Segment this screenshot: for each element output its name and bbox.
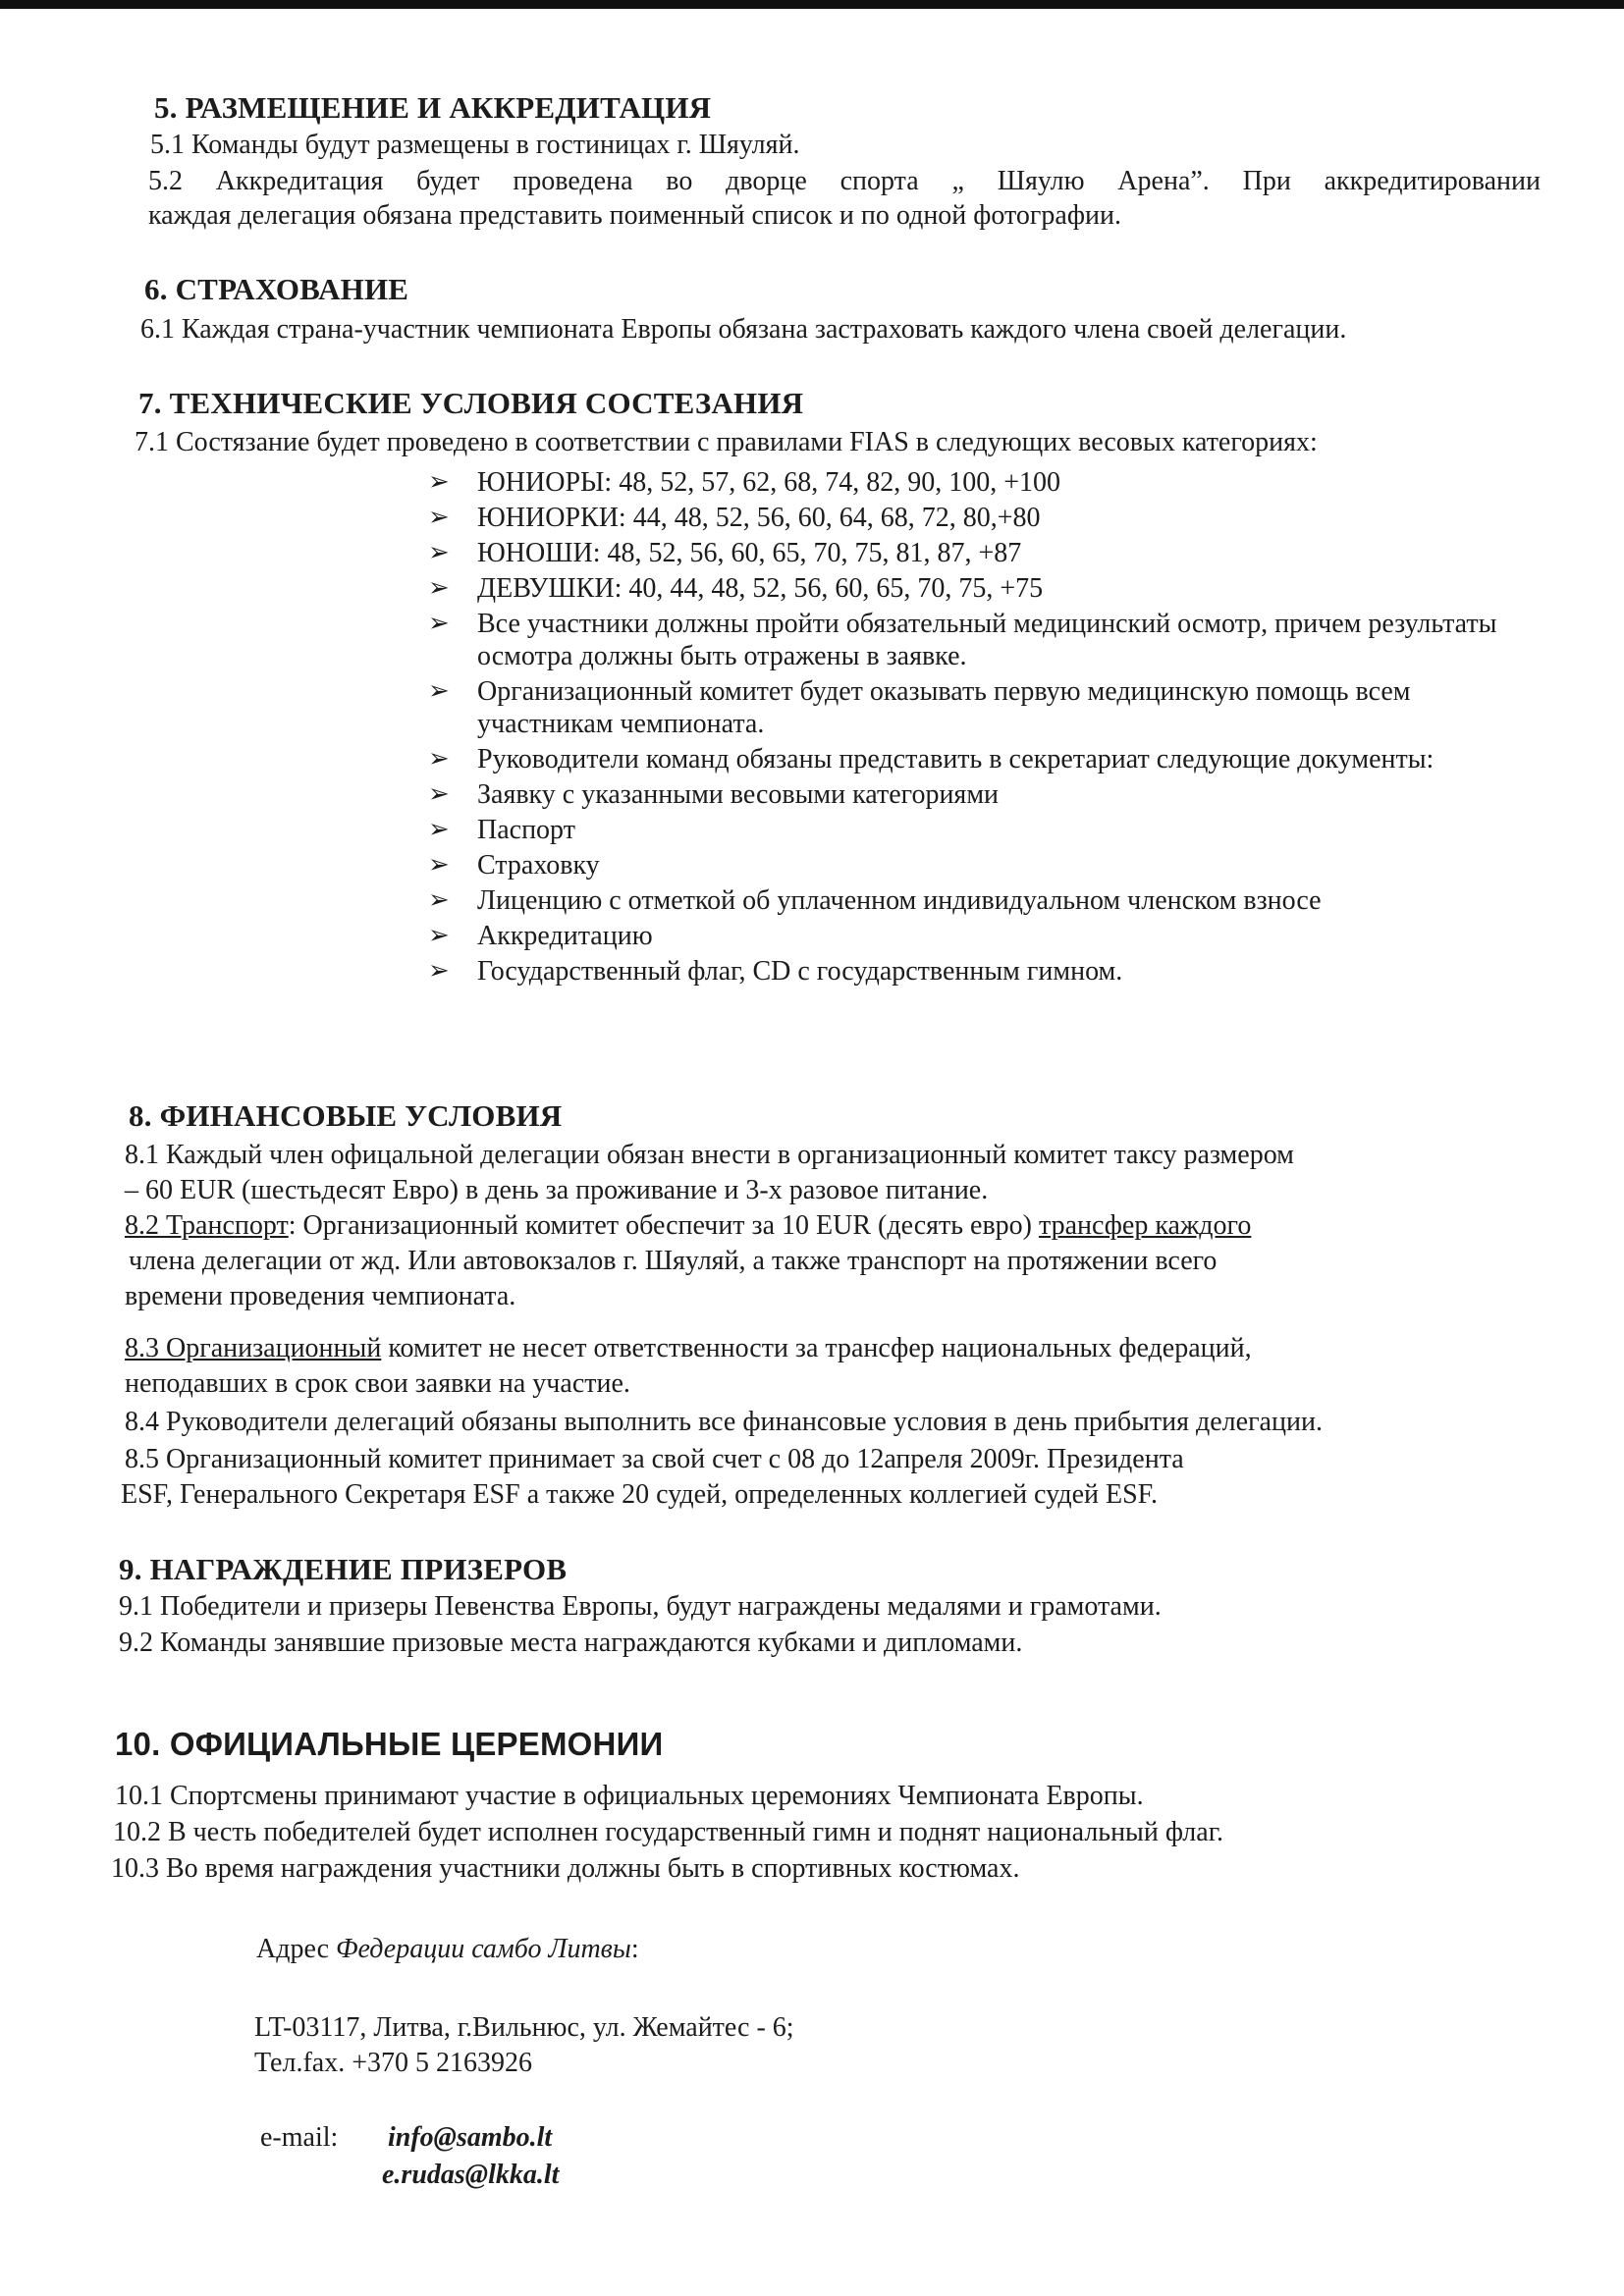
section-6-item-1: 6.1 Каждая страна-участник чемпионата Европы обязана застраховать каждого члена своей делегации. [140,314,1347,345]
section-8-item-5-line-2: ESF, Генерального Секретаря ESF а также 20 судей, определенных коллегией судей ESF. [121,1479,1159,1510]
arrow-bullet-icon: ➢ [428,573,450,603]
section-5-item-2-line-1: 5.2 Аккредитация будет проведена во дворце спорта „ Шяулю Арена”. При аккредитировании [148,166,1541,196]
transfer-underlined: трансфер каждого [1039,1210,1252,1241]
section-9-item-2: 9.2 Команды занявшие призовые места награждаются кубками и дипломами. [119,1628,1023,1658]
arrow-bullet-icon: ➢ [428,779,450,809]
list-item: ➢ ЮНОШИ: 48, 52, 56, 60, 65, 70, 75, 81, 87, +87 [428,538,1022,568]
section-5-title: 5. РАЗМЕЩЕНИЕ И АККРЕДИТАЦИЯ [154,90,712,125]
email-link-2[interactable]: e.rudas@lkka.lt [382,2160,560,2190]
list-item: ➢ ДЕВУШКИ: 40, 44, 48, 52, 56, 60, 65, 70, 75, +75 [428,573,1044,604]
section-10-item-3: 10.3 Во время награждения участники должны быть в спортивных костюмах. [111,1853,1020,1884]
section-7-title: 7. ТЕХНИЧЕСКИЕ УСЛОВИЯ СОСТЕЗАНИЯ [138,386,804,420]
section-9-title: 9. НАГРАЖДЕНИЕ ПРИЗЕРОВ [119,1552,568,1586]
section-8-item-3-line-1: 8.3 Организационный комитет не несет ответственности за трансфер национальных федераций, [125,1333,1252,1363]
list-item: ➢ Организационный комитет будет оказывать первую медицинскую помощь всем участникам чемпионата. [428,676,1411,739]
section-8-item-4: 8.4 Руководители делегаций обязаны выполнить все финансовые условия в день прибытия делегации. [125,1407,1323,1437]
section-5-item-1: 5.1 Команды будут размещены в гостиницах г. Шяуляй. [150,130,800,160]
email-link-1[interactable]: info@sambo.lt [388,2122,553,2153]
section-8-item-1-line-2: – 60 EUR (шестьдесят Евро) в день за проживание и 3-х разовое питание. [125,1175,989,1205]
org-committee-label: 8.3 Организационный [125,1333,382,1363]
weight-categories-and-requirements-list [422,466,1542,990]
phone-fax-line: Тел.fax. +370 5 2163926 [254,2048,532,2078]
federation-address-label: Адрес Федерации самбо Литвы: [256,1934,639,1964]
list-item: ➢ Паспорт [428,815,575,845]
section-8-item-2-line-3: времени проведения чемпионата. [125,1281,516,1311]
arrow-bullet-icon: ➢ [428,609,450,638]
arrow-bullet-icon: ➢ [428,815,450,844]
arrow-bullet-icon: ➢ [428,538,450,567]
arrow-bullet-icon: ➢ [428,467,450,497]
list-item: ➢ Аккредитацию [428,921,653,951]
list-item: ➢ ЮНИОРКИ: 44, 48, 52, 56, 60, 64, 68, 72, 80,+80 [428,503,1041,533]
arrow-bullet-icon: ➢ [428,956,450,986]
section-10-item-2: 10.2 В честь победителей будет исполнен государственный гимн и поднят национальный флаг. [113,1817,1224,1847]
section-6-title: 6. СТРАХОВАНИЕ [144,272,409,306]
arrow-bullet-icon: ➢ [428,885,450,915]
arrow-bullet-icon: ➢ [428,850,450,880]
arrow-bullet-icon: ➢ [428,921,450,950]
list-item: ➢ Страховку [428,850,600,881]
section-8-item-2-line-2: члена делегации от жд. Или автовокзалов г. Шяуляй, а также транспорт на протяжении всего [129,1246,1218,1276]
section-9-item-1: 9.1 Победители и призеры Певенства Европы, будут награждены медалями и грамотами. [119,1591,1162,1622]
section-8-title: 8. ФИНАНСОВЫЕ УСЛОВИЯ [129,1098,563,1133]
list-item: ➢ Заявку с указанными весовыми категориями [428,779,1000,810]
list-item: ➢ Государственный флаг, CD с государственным гимном. [428,956,1123,987]
address-line: LT-03117, Литва, г.Вильнюс, ул. Жемайтес - 6; [254,2012,794,2043]
section-8-item-5-line-1: 8.5 Организационный комитет принимает за свой счет с 08 до 12апреля 2009г. Президента [125,1444,1184,1474]
section-8-item-3-line-2: неподавших в срок свои заявки на участие. [125,1368,630,1399]
section-8-item-1-line-1: 8.1 Каждый член офицальной делегации обязан внести в организационный комитет таксу размером [125,1140,1294,1170]
email-label: e-mail: [260,2122,339,2153]
section-10-item-1: 10.1 Спортсмены принимают участие в официальных церемониях Чемпионата Европы. [115,1781,1144,1811]
section-7-item-1: 7.1 Состязание будет проведено в соответствии с правилами FIAS в следующих весовых категориях: [135,427,1318,457]
arrow-bullet-icon: ➢ [428,676,450,706]
arrow-bullet-icon: ➢ [428,503,450,532]
section-10-title: 10. ОФИЦИАЛЬНЫЕ ЦЕРЕМОНИИ [115,1726,664,1762]
section-8-item-2-line-1: 8.2 Транспорт: Организационный комитет обеспечит за 10 EUR (десять евро) трансфер каждого [125,1210,1252,1241]
list-item: ➢ Все участники должны пройти обязательный медицинский осмотр, причем результаты осмотра должны быть отражены в заявке. [428,609,1497,671]
list-item: ➢ ЮНИОРЫ: 48, 52, 57, 62, 68, 74, 82, 90, 100, +100 [428,467,1061,498]
arrow-bullet-icon: ➢ [428,744,450,774]
list-item: ➢ Руководители команд обязаны представить в секретариат следующие документы: [428,744,1435,774]
list-item: ➢ Лиценцию с отметкой об уплаченном индивидуальном членском взносе [428,885,1322,916]
transport-label: 8.2 Транспорт [125,1210,289,1241]
section-5-item-2-line-2: каждая делегация обязана представить поименный список и по одной фотографии. [148,200,1121,231]
